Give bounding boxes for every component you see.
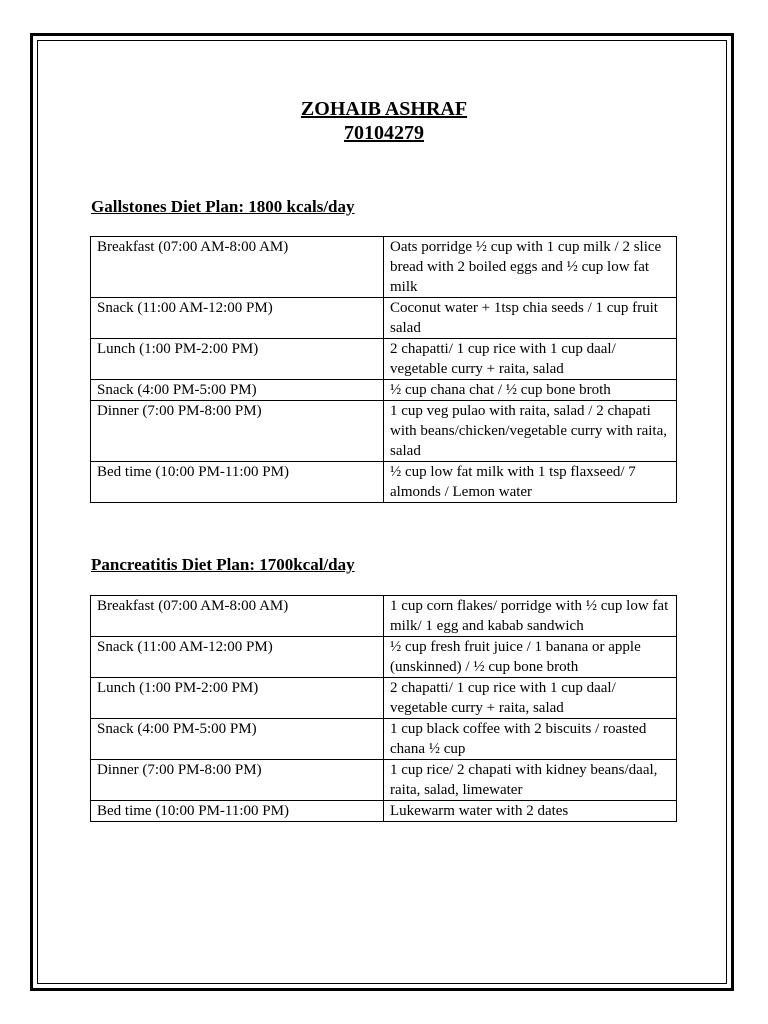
table-row: [91, 678, 677, 719]
meal-time-cell: Bed time (10:00 PM-11:00 PM): [91, 801, 384, 822]
table-row: [91, 760, 677, 801]
meal-time-cell: Dinner (7:00 PM-8:00 PM): [91, 401, 384, 462]
meal-time-cell: Snack (4:00 PM-5:00 PM): [91, 719, 384, 760]
food-cell: 1 cup veg pulao with raita, salad / 2 chapati with beans/chicken/vegetable curry with raita, salad: [384, 401, 677, 462]
pancreatitis-diet-table: [90, 595, 677, 822]
table-row: [91, 719, 677, 760]
food-cell: Lukewarm water with 2 dates: [384, 801, 677, 822]
table-row: [91, 401, 677, 462]
table-row: [91, 380, 677, 401]
food-cell: Coconut water + 1tsp chia seeds / 1 cup fruit salad: [384, 298, 677, 339]
table-row: [91, 339, 677, 380]
page-border-inner: [37, 40, 727, 984]
meal-time-cell: Snack (11:00 AM-12:00 PM): [91, 637, 384, 678]
student-id: 70104279: [344, 122, 424, 144]
gallstones-diet-table: [90, 236, 677, 503]
table-row: [91, 237, 677, 298]
table-row: [91, 462, 677, 503]
meal-time-cell: Breakfast (07:00 AM-8:00 AM): [91, 596, 384, 637]
table-row: [91, 298, 677, 339]
gallstones-plan-title: Gallstones Diet Plan: 1800 kcals/day: [91, 197, 355, 216]
meal-time-cell: Breakfast (07:00 AM-8:00 AM): [91, 237, 384, 298]
meal-time-cell: Lunch (1:00 PM-2:00 PM): [91, 678, 384, 719]
meal-time-cell: Dinner (7:00 PM-8:00 PM): [91, 760, 384, 801]
meal-time-cell: Snack (11:00 AM-12:00 PM): [91, 298, 384, 339]
meal-time-cell: Lunch (1:00 PM-2:00 PM): [91, 339, 384, 380]
food-cell: 1 cup corn flakes/ porridge with ½ cup low fat milk/ 1 egg and kabab sandwich: [384, 596, 677, 637]
food-cell: 1 cup rice/ 2 chapati with kidney beans/daal, raita, salad, limewater: [384, 760, 677, 801]
food-cell: ½ cup low fat milk with 1 tsp flaxseed/ 7 almonds / Lemon water: [384, 462, 677, 503]
table-row: [91, 801, 677, 822]
table-row: [91, 637, 677, 678]
food-cell: ½ cup chana chat / ½ cup bone broth: [384, 380, 677, 401]
food-cell: 2 chapatti/ 1 cup rice with 1 cup daal/ vegetable curry + raita, salad: [384, 678, 677, 719]
food-cell: 1 cup black coffee with 2 biscuits / roasted chana ½ cup: [384, 719, 677, 760]
meal-time-cell: Bed time (10:00 PM-11:00 PM): [91, 462, 384, 503]
pancreatitis-plan-title: Pancreatitis Diet Plan: 1700kcal/day: [91, 555, 355, 574]
food-cell: 2 chapatti/ 1 cup rice with 1 cup daal/ vegetable curry + raita, salad: [384, 339, 677, 380]
meal-time-cell: Snack (4:00 PM-5:00 PM): [91, 380, 384, 401]
food-cell: Oats porridge ½ cup with 1 cup milk / 2 slice bread with 2 boiled eggs and ½ cup low fat milk: [384, 237, 677, 298]
student-name: ZOHAIB ASHRAF: [300, 98, 468, 120]
table-row: [91, 596, 677, 637]
food-cell: ½ cup fresh fruit juice / 1 banana or apple (unskinned) / ½ cup bone broth: [384, 637, 677, 678]
